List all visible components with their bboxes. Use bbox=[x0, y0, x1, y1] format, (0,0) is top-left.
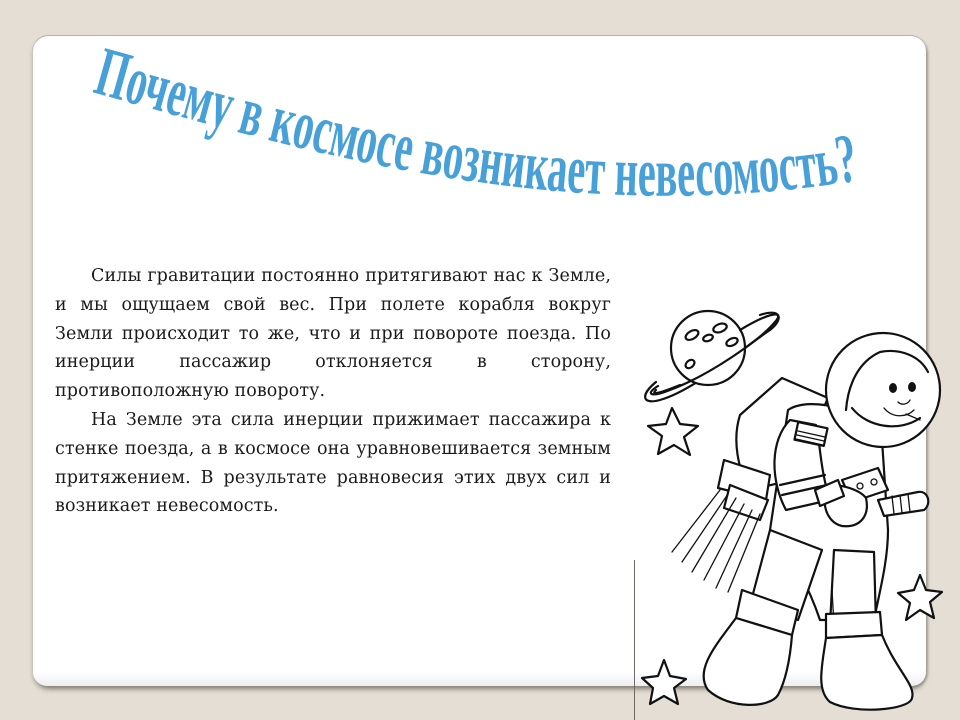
star-icon bbox=[648, 408, 698, 455]
star-icon bbox=[898, 575, 942, 620]
slide-title-text: Почему в космосе возникает невесомость? bbox=[87, 33, 877, 212]
ringed-planet-icon bbox=[645, 311, 779, 401]
paragraph-2: На Земле эта сила инерции прижимает пассажира к стенке поезда, а в космосе она уравновешивается земным притяжением. В результате равновесия этих двух сил и возникает невесомость. bbox=[55, 409, 611, 517]
paragraph-1: Силы гравитации постоянно притягивают нас к Земле, и мы ощущаем свой вес. При полете корабля вокруг Земли происходит то же, что и при повороте поезда. По инерции пассажир отклоняется в сторону, противоположную повороту. bbox=[55, 266, 611, 402]
body-text bbox=[55, 262, 611, 521]
star-icon bbox=[642, 660, 686, 704]
svg-text:Почему в космосе возникает нев bbox=[87, 33, 877, 212]
astronaut-icon bbox=[672, 333, 940, 710]
slide-title bbox=[0, 0, 960, 240]
astronaut-illustration bbox=[620, 290, 960, 720]
